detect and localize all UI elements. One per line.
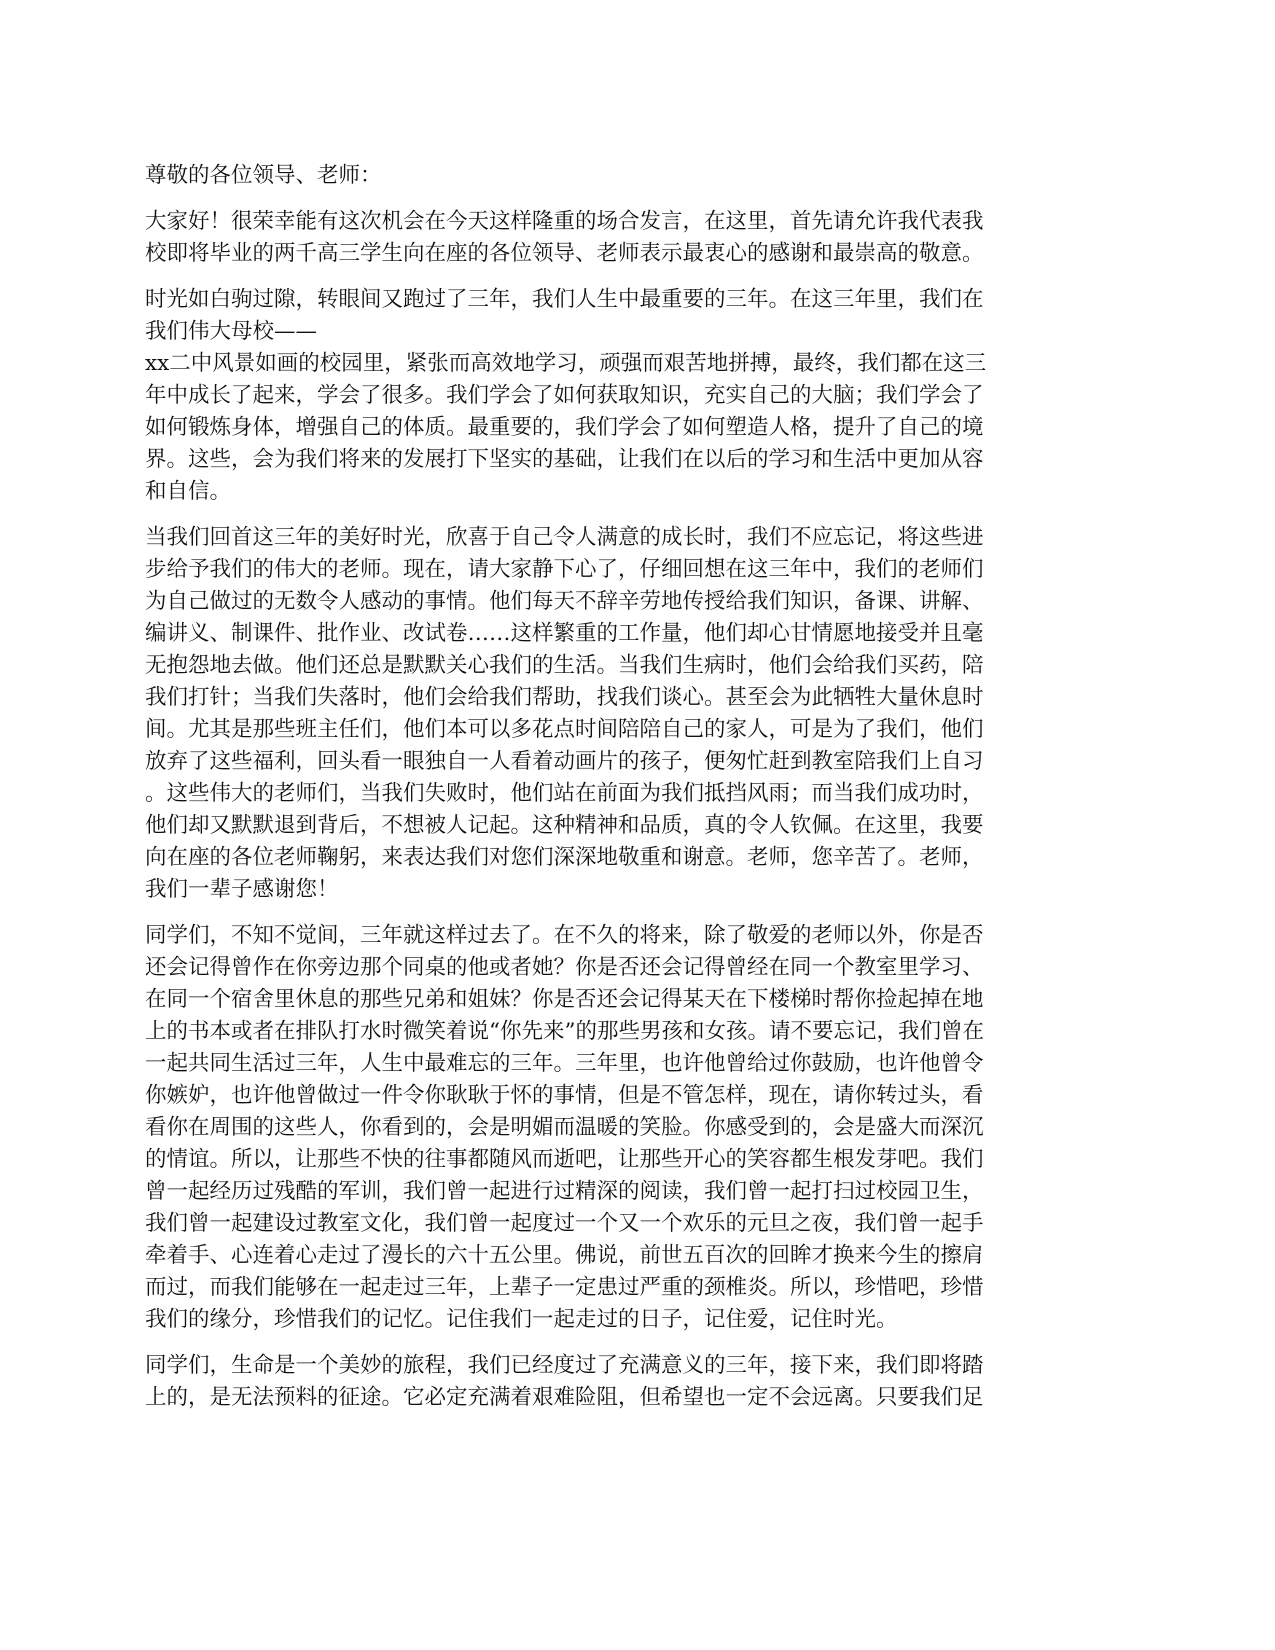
text-line: 还会记得曾作在你旁边那个同桌的他或者她？你是否还会记得曾经在同一个教室里学习、 <box>145 955 984 980</box>
text-line: 如何锻炼身体，增强自己的体质。最重要的，我们学会了如何塑造人格，提升了自己的境 <box>145 415 984 440</box>
paragraph-5 <box>145 1350 1072 1414</box>
text-line: 我们的缘分，珍惜我们的记忆。记住我们一起走过的日子，记住爱，记住时光。 <box>145 1307 898 1332</box>
salutation: 尊敬的各位领导、老师： <box>145 163 382 188</box>
text-line: 和自信。 <box>145 479 232 504</box>
text-line: 校即将毕业的两千高三学生向在座的各位领导、老师表示最衷心的感谢和最崇高的敬意。 <box>145 241 984 266</box>
text-line: 界。这些，会为我们将来的发展打下坚实的基础，让我们在以后的学习和生活中更加从容 <box>145 447 984 472</box>
text-line: 我们一辈子感谢您！ <box>145 877 339 902</box>
text-line: 放弃了这些福利，回头看一眼独自一人看着动画片的孩子，便匆忙赶到教室陪我们上自习 <box>145 749 984 774</box>
text-line: 我们曾一起建设过教室文化，我们曾一起度过一个又一个欢乐的元旦之夜，我们曾一起手 <box>145 1211 984 1236</box>
text-line: 我们打针；当我们失落时，他们会给我们帮助，找我们谈心。甚至会为此牺牲大量休息时 <box>145 685 984 710</box>
text-line: 在同一个宿舍里休息的那些兄弟和姐妹？你是否还会记得某天在下楼梯时帮你捡起掉在地 <box>145 987 984 1012</box>
text-line: 步给予我们的伟大的老师。现在，请大家静下心了，仔细回想在这三年中，我们的老师们 <box>145 557 984 582</box>
text-line: 上的，是无法预料的征途。它必定充满着艰难险阻，但希望也一定不会远离。只要我们足 <box>145 1385 984 1410</box>
paragraph-2 <box>145 284 1072 508</box>
document-page <box>145 160 1072 1428</box>
text-line: 我们伟大母校—— <box>145 319 318 344</box>
paragraph-1 <box>145 206 1072 270</box>
text-line: 的情谊。所以，让那些不快的往事都随风而逝吧，让那些开心的笑容都生根发芽吧。我们 <box>145 1147 984 1172</box>
text-line: 看你在周围的这些人，你看到的，会是明媚而温暖的笑脸。你感受到的，会是盛大而深沉 <box>145 1115 984 1140</box>
text-line: 向在座的各位老师鞠躬，来表达我们对您们深深地敬重和谢意。老师，您辛苦了。老师， <box>145 845 984 870</box>
text-line: 编讲义、制课件、批作业、改试卷……这样繁重的工作量，他们却心甘情愿地接受并且毫 <box>145 621 984 646</box>
text-line: 年中成长了起来，学会了很多。我们学会了如何获取知识，充实自己的大脑；我们学会了 <box>145 383 984 408</box>
text-line: 为自己做过的无数令人感动的事情。他们每天不辞辛劳地传授给我们知识，备课、讲解、 <box>145 589 984 614</box>
text-line: xx二中风景如画的校园里，紧张而高效地学习，顽强而艰苦地拼搏，最终，我们都在这三 <box>145 351 987 376</box>
text-line: 而过，而我们能够在一起走过三年，上辈子一定患过严重的颈椎炎。所以，珍惜吧，珍惜 <box>145 1275 984 1300</box>
text-line: 时光如白驹过隙，转眼间又跑过了三年，我们人生中最重要的三年。在这三年里，我们在 <box>145 287 984 312</box>
text-line: 当我们回首这三年的美好时光，欣喜于自己令人满意的成长时，我们不应忘记，将这些进 <box>145 525 984 550</box>
text-line: 他们却又默默退到背后，不想被人记起。这种精神和品质，真的令人钦佩。在这里，我要 <box>145 813 984 838</box>
text-line: 曾一起经历过残酷的军训，我们曾一起进行过精深的阅读，我们曾一起打扫过校园卫生， <box>145 1179 984 1204</box>
text-line: 你嫉妒，也许他曾做过一件令你耿耿于怀的事情，但是不管怎样，现在，请你转过头，看 <box>145 1083 984 1108</box>
text-line: 间。尤其是那些班主任们，他们本可以多花点时间陪陪自己的家人，可是为了我们，他们 <box>145 717 984 742</box>
text-line: 上的书本或者在排队打水时微笑着说“你先来”的那些男孩和女孩。请不要忘记，我们曾在 <box>145 1019 984 1044</box>
paragraph-4 <box>145 920 1072 1336</box>
text-line: 无抱怨地去做。他们还总是默默关心我们的生活。当我们生病时，他们会给我们买药，陪 <box>145 653 984 678</box>
text-line: 同学们，不知不觉间，三年就这样过去了。在不久的将来，除了敬爱的老师以外，你是否 <box>145 923 984 948</box>
text-line: 同学们，生命是一个美妙的旅程，我们已经度过了充满意义的三年，接下来，我们即将踏 <box>145 1353 984 1378</box>
text-line: 一起共同生活过三年，人生中最难忘的三年。三年里，也许他曾给过你鼓励，也许他曾令 <box>145 1051 984 1076</box>
text-line: 牵着手、心连着心走过了漫长的六十五公里。佛说，前世五百次的回眸才换来今生的擦肩 <box>145 1243 984 1268</box>
paragraph-3 <box>145 522 1072 906</box>
text-line: 大家好！很荣幸能有这次机会在今天这样隆重的场合发言，在这里，首先请允许我代表我 <box>145 209 984 234</box>
text-line: 。这些伟大的老师们，当我们失败时，他们站在前面为我们抵挡风雨；而当我们成功时， <box>145 781 984 806</box>
